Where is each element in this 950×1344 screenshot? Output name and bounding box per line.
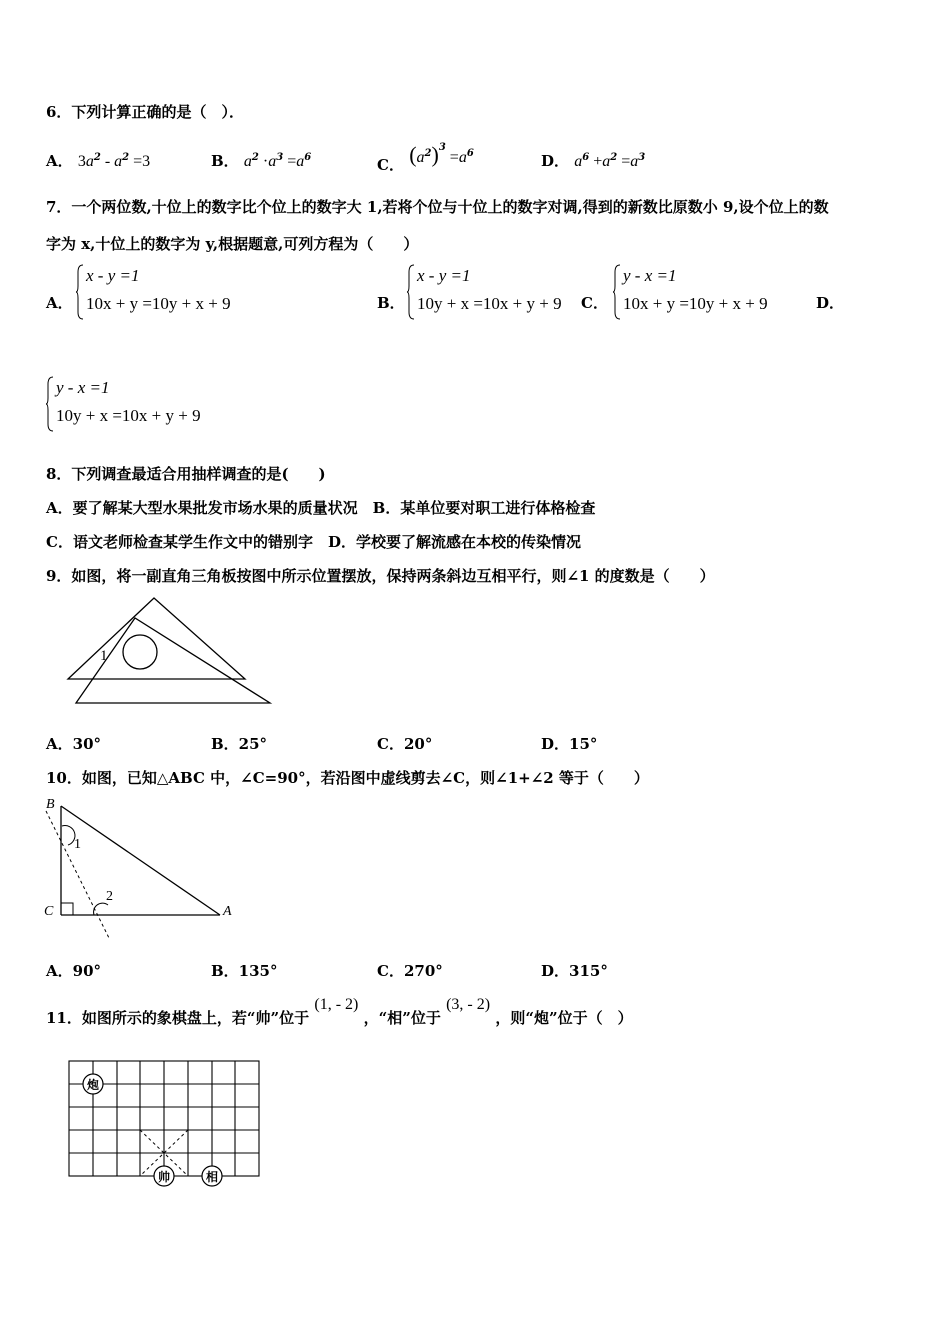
- q7-label-d: D．: [816, 294, 845, 312]
- q10-stem: 10．如图，已知△ABC 中，∠C=90°，若沿图中虚线剪去∠C，则∠1+∠2 等于（ ）: [46, 769, 649, 787]
- svg-text:炮: 炮: [86, 1078, 100, 1092]
- q10-cut-line: [46, 811, 109, 938]
- q9-triangle-45: [68, 598, 245, 679]
- q6-option-c: C． $(a^2)^3 =a^6$: [377, 142, 474, 174]
- q6-stem: 6．下列计算正确的是（ ）．: [46, 103, 244, 121]
- q10-angle2-label: 2: [106, 889, 113, 904]
- q9-option-a: A．30°: [46, 735, 102, 753]
- q11-stem-part2: ，“相”位于: [363, 1009, 441, 1027]
- q7-system-b-eq2: 10y + x =10x + y + 9: [417, 294, 562, 313]
- q6-option-b: B． $a^2 \cdot a^3 =a^6$: [211, 152, 312, 170]
- q8-options-ab: A．要了解某大型水果批发市场水果的质量状况 B．某单位要对职工进行体格检查: [46, 499, 596, 517]
- q8-options-cd: C．语文老师检查某学生作文中的错别字 D．学校要了解流感在本校的传染情况: [46, 533, 581, 551]
- q9-triangles-figure: [60, 594, 275, 706]
- q10-option-d: D．315°: [541, 962, 608, 980]
- q10-label-b: B: [46, 797, 55, 812]
- q11-piece-pao: [83, 1074, 103, 1094]
- q9-stem: 9．如图，将一副直角三角板按图中所示位置摆放，保持两条斜边互相平行，则∠1 的度数是（ ）: [46, 567, 715, 585]
- q6-option-c-label: C．: [377, 156, 404, 174]
- svg-text:帅: 帅: [157, 1170, 171, 1184]
- q7-system-a-eq2: 10x + y =10y + x + 9: [86, 294, 231, 313]
- q7-system-c-eq2: 10x + y =10y + x + 9: [623, 294, 768, 313]
- q11-coord-xiang: (3, - 2): [446, 996, 491, 1013]
- q6-option-d-label: D．: [541, 152, 570, 170]
- q8-stem: 8．下列调查最适合用抽样调查的是( ): [46, 465, 326, 483]
- q7-system-c-eq1: y - x =1: [623, 266, 677, 285]
- q10-option-c: C．270°: [377, 962, 443, 980]
- q10-triangle-figure: [40, 793, 245, 943]
- q7-label-b: B．: [377, 294, 405, 312]
- q6-option-a: A． $3a^2 - a^2 =3$: [46, 152, 151, 170]
- q10-option-a: A．90°: [46, 962, 102, 980]
- q11-coord-shuai: (1, - 2): [314, 996, 359, 1013]
- q10-angle1-label: 1: [74, 837, 81, 852]
- q9-option-c: C．20°: [377, 735, 433, 753]
- q9-angle-label: 1: [100, 648, 108, 664]
- q9-option-b: B．25°: [211, 735, 268, 753]
- q10-label-c: C: [44, 904, 54, 919]
- q7-stem-line1: 7．一个两位数,十位上的数字比个位上的数字大 1,若将个位与十位上的数字对调,得到的新数比原数小 9,设个位上的数: [46, 198, 829, 216]
- q7-system-b-eq1: x - y =1: [417, 266, 471, 285]
- q11-stem: [46, 996, 633, 1028]
- q10-label-a: A: [223, 904, 232, 919]
- q6-option-b-label: B．: [211, 152, 239, 170]
- q11-chessboard-figure: [60, 1052, 270, 1192]
- q9-hole-circle: [123, 635, 157, 669]
- q7-stem-line2: 字为 x,十位上的数字为 y,根据题意,可列方程为（ ）: [46, 235, 419, 253]
- q7-label-a: A．: [46, 294, 73, 312]
- q6-option-d: D． $a^6 +a^2 =a^3$: [541, 152, 646, 170]
- q7-system-a-eq1: x - y =1: [86, 266, 140, 285]
- q10-option-b: B．135°: [211, 962, 278, 980]
- q9-option-d: D．15°: [541, 735, 598, 753]
- q11-stem-part3: ，则“炮”位于（ ）: [495, 1009, 633, 1027]
- q11-piece-xiang: [202, 1166, 222, 1186]
- q7-system-d-eq1: y - x =1: [56, 378, 110, 397]
- q11-stem-part1: 11．如图所示的象棋盘上，若“帅”位于: [46, 1009, 310, 1027]
- q11-piece-shuai: [154, 1166, 174, 1186]
- svg-text:相: 相: [205, 1170, 219, 1184]
- q7-system-d-eq2: 10y + x =10x + y + 9: [56, 406, 201, 425]
- q7-label-c: C．: [581, 294, 608, 312]
- q6-option-a-label: A．: [46, 152, 73, 170]
